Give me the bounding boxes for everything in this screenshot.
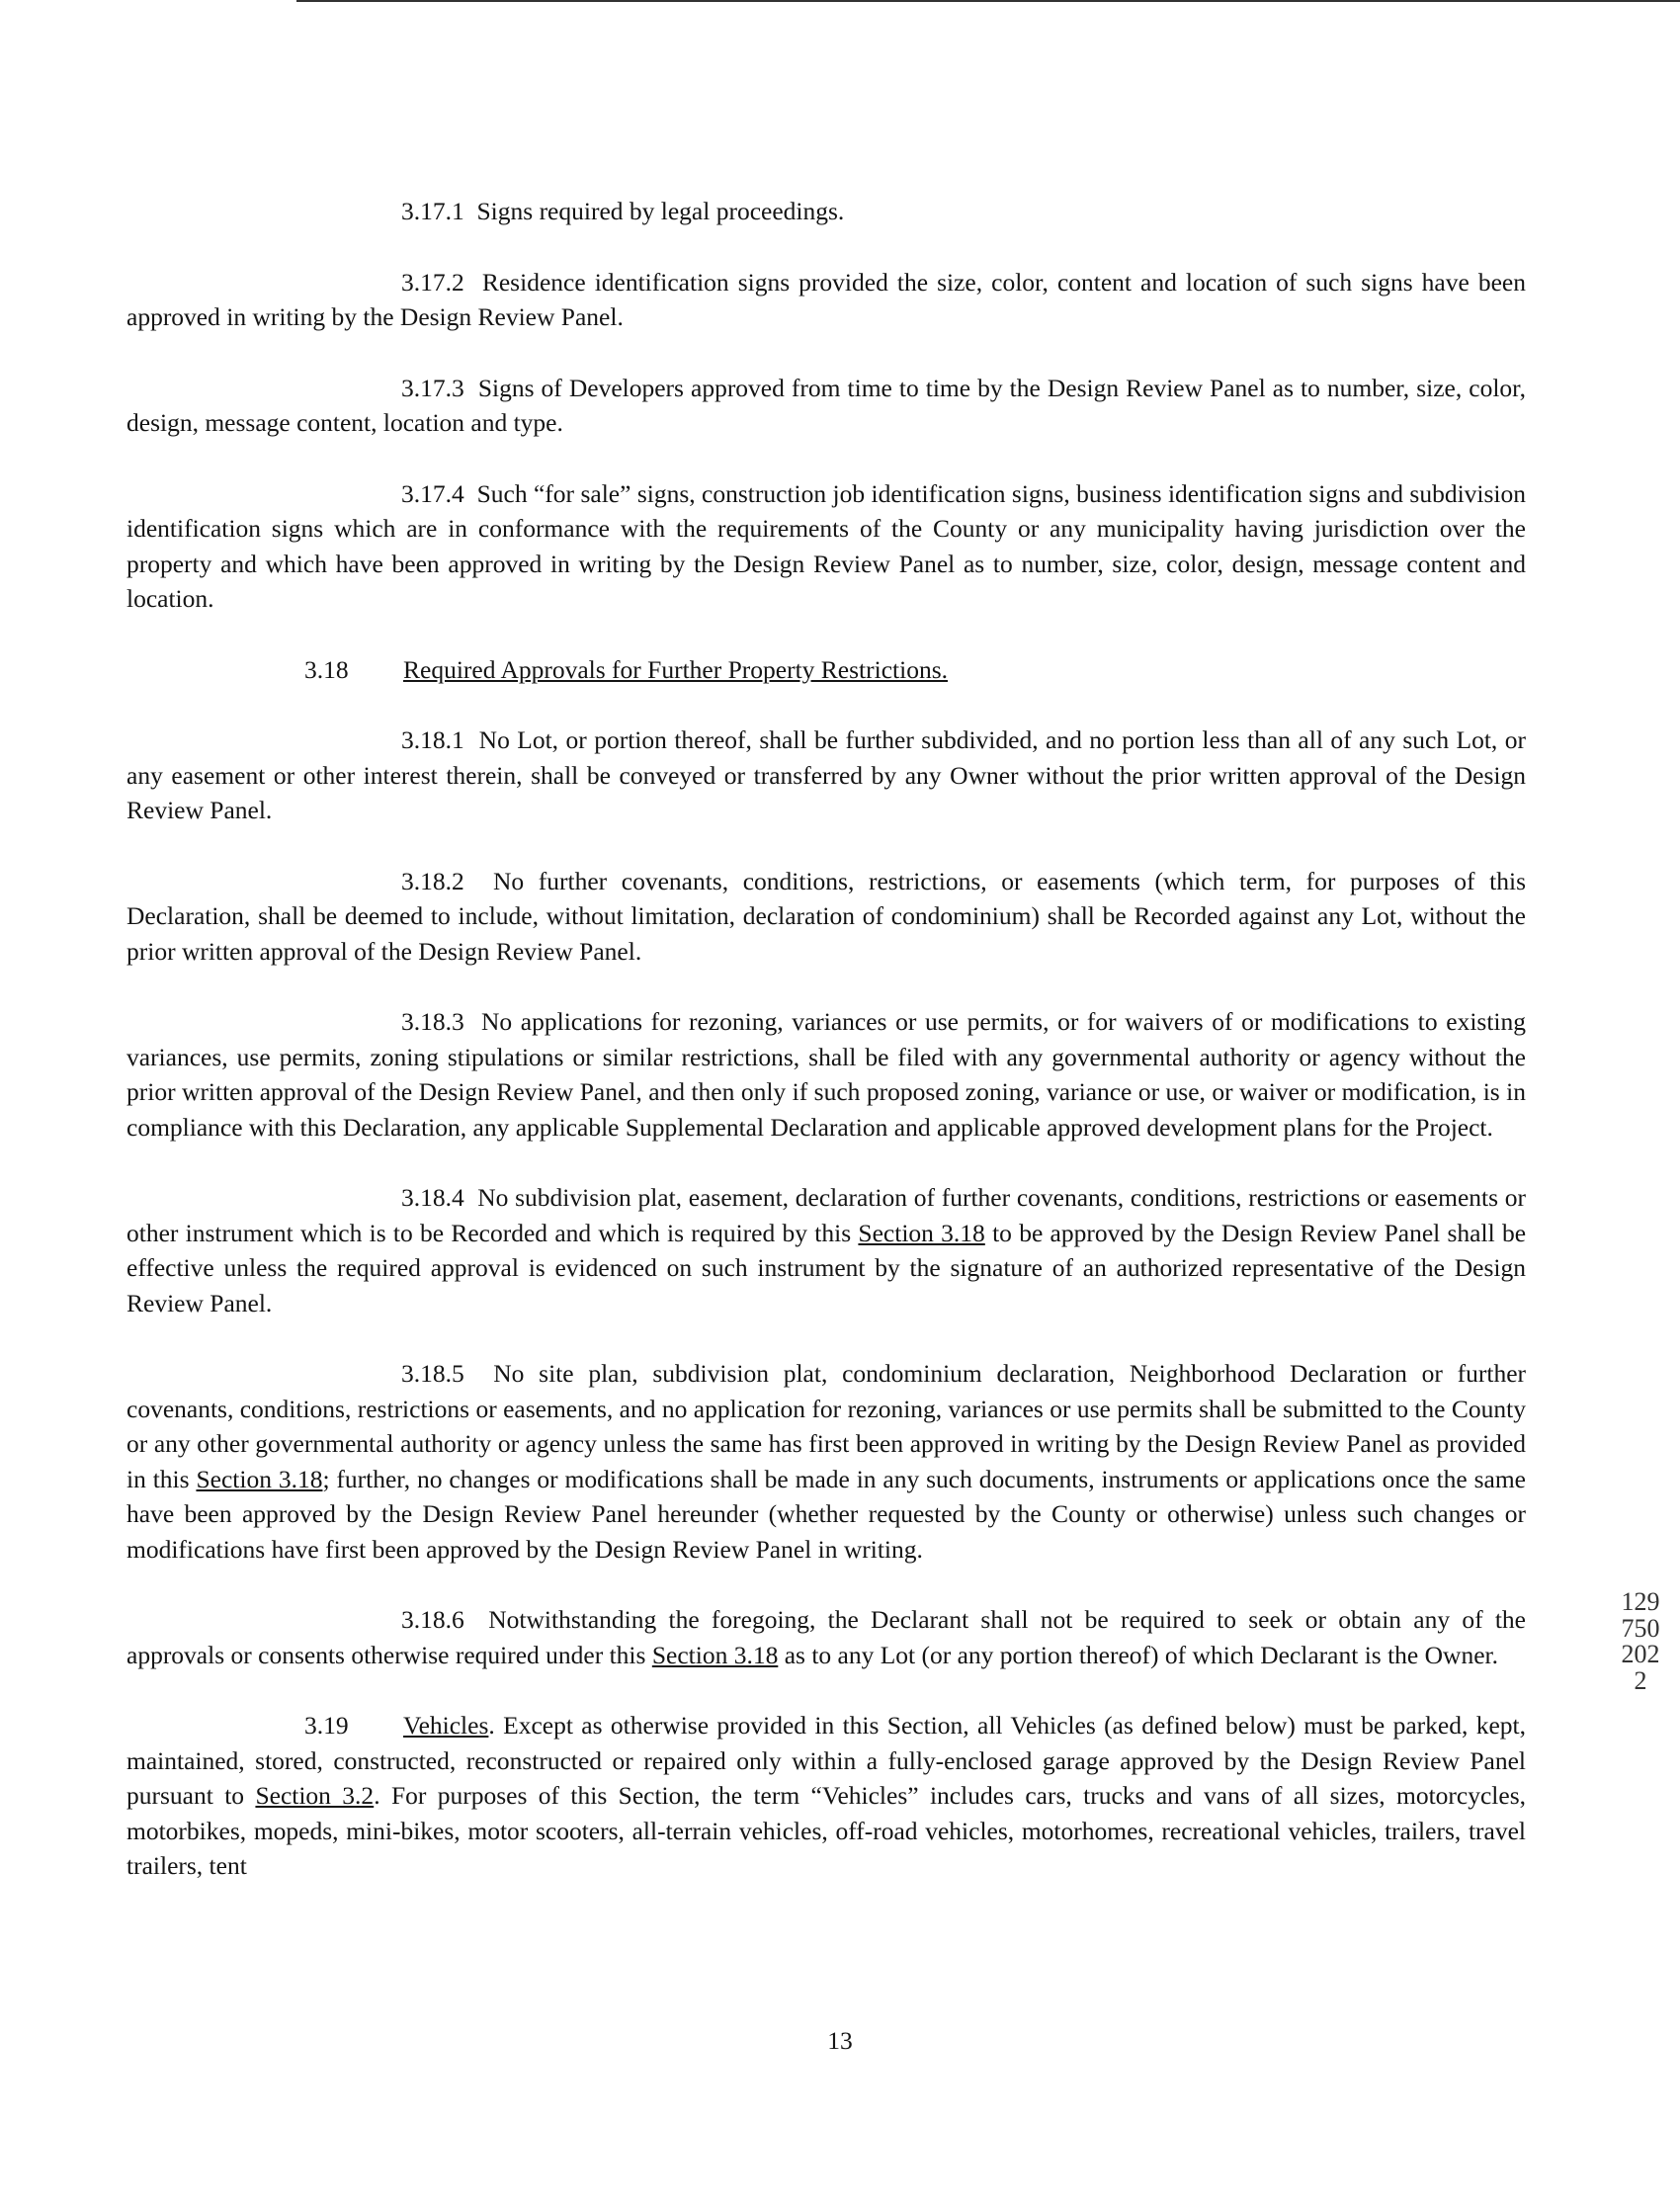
- top-border-rule: [296, 0, 1680, 2]
- paragraph-3-18-4: 3.18.4 No subdivision plat, easement, declaration of further covenants, conditions, restrictions or easements or other instrument which is to be Recorded and which is required by this Section 3.18 to be approved by the Design Review Panel shall be effective unless the required approval is evidenced on such instrument by the signature of an authorized representative of the Design Review Panel.: [126, 1183, 1527, 1317]
- section-title-3-18: Required Approvals for Further Property Restrictions.: [403, 654, 948, 684]
- paragraph-3-17-2: 3.17.2 Residence identification signs provided the size, color, content and location of such signs have been approved in writing by the Design Review Panel.: [126, 267, 1526, 331]
- document-page: [126, 194, 1526, 1884]
- paragraph-3-17-1: 3.17.1 Signs required by legal proceedings.: [401, 197, 845, 225]
- paragraph-3-17-3: 3.17.3 Signs of Developers approved from time to time by the Design Review Panel as to number, size, color, design, message content, location and type.: [126, 373, 1526, 437]
- recording-stamp: 1297502022: [1621, 1587, 1660, 1695]
- section-reference-link: Section 3.2: [255, 1781, 375, 1810]
- section-title-3-19: Vehicles: [403, 1711, 489, 1740]
- paragraph-3-18-6: 3.18.6 Notwithstanding the foregoing, the Declarant shall not be required to seek or obtain any of the approvals or consents otherwise required under this Section 3.18 as to any Lot (or any portion thereof) of which Declarant is the Owner.: [126, 1605, 1526, 1669]
- page-number: 13: [827, 2026, 853, 2055]
- section-reference-link: Section 3.18: [858, 1218, 985, 1247]
- section-heading-3-18: 3.18 Required Approvals for Further Property Restrictions.: [304, 654, 948, 684]
- paragraph-3-18-1: 3.18.1 No Lot, or portion thereof, shall be further subdivided, and no portion less than all of any such Lot, or any easement or other interest therein, shall be conveyed or transferred by any Owner without the prior written approval of the Design Review Panel.: [126, 725, 1526, 824]
- paragraph-3-18-5: 3.18.5 No site plan, subdivision plat, condominium declaration, Neighborhood Declaration or further covenants, conditions, restrictions or easements, and no application for rezoning, variances or use permits shall be submitted to the County or any other governmental authority or agency unless the same has first been approved in writing by the Design Review Panel as provided in this Section 3.18; further, no changes or modifications shall be made in any such documents, instruments or applications once the same have been approved by the Design Review Panel hereunder (whether requested by the County or otherwise) unless such changes or modifications have first been approved by the Design Review Panel in writing.: [126, 1359, 1527, 1564]
- section-reference-link: Section 3.18: [651, 1640, 779, 1669]
- paragraph-3-19: 3.19 Vehicles. Except as otherwise provided in this Section, all Vehicles (as defined below) must be parked, kept, maintained, stored, constructed, reconstructed or repaired only within a fully-enclosed garage approved by the Design Review Panel pursuant to Section 3.2. For purposes of this Section, the term “Vehicles” includes cars, trucks and vans of all sizes, motorcycles, motorbikes, mopeds, mini-bikes, motor scooters, all-terrain vehicles, off-road vehicles, motorhomes, recreational vehicles, trailers, travel trailers, tent: [126, 1711, 1526, 1880]
- paragraph-3-18-3: 3.18.3 No applications for rezoning, variances or use permits, or for waivers of or modifications to existing variances, use permits, zoning stipulations or similar restrictions, shall be filed with any governmental authority or agency without the prior written approval of the Design Review Panel, and then only if such proposed zoning, variance or use, or waiver or modification, is in compliance with this Declaration, any applicable Supplemental Declaration and applicable approved development plans for the Project.: [126, 1007, 1526, 1142]
- section-reference-link: Section 3.18: [196, 1464, 323, 1493]
- paragraph-3-18-2: 3.18.2 No further covenants, conditions, restrictions, or easements (which term, for purposes of this Declaration, shall be deemed to include, without limitation, declaration of condominium) shall be Recorded against any Lot, without the prior written approval of the Design Review Panel.: [126, 866, 1526, 966]
- paragraph-3-17-4: 3.17.4 Such “for sale” signs, construction job identification signs, business identification signs and subdivision identification signs which are in conformance with the requirements of the County or any municipality having jurisdiction over the property and which have been approved in writing by the Design Review Panel as to number, size, color, design, message content and location.: [126, 478, 1526, 613]
